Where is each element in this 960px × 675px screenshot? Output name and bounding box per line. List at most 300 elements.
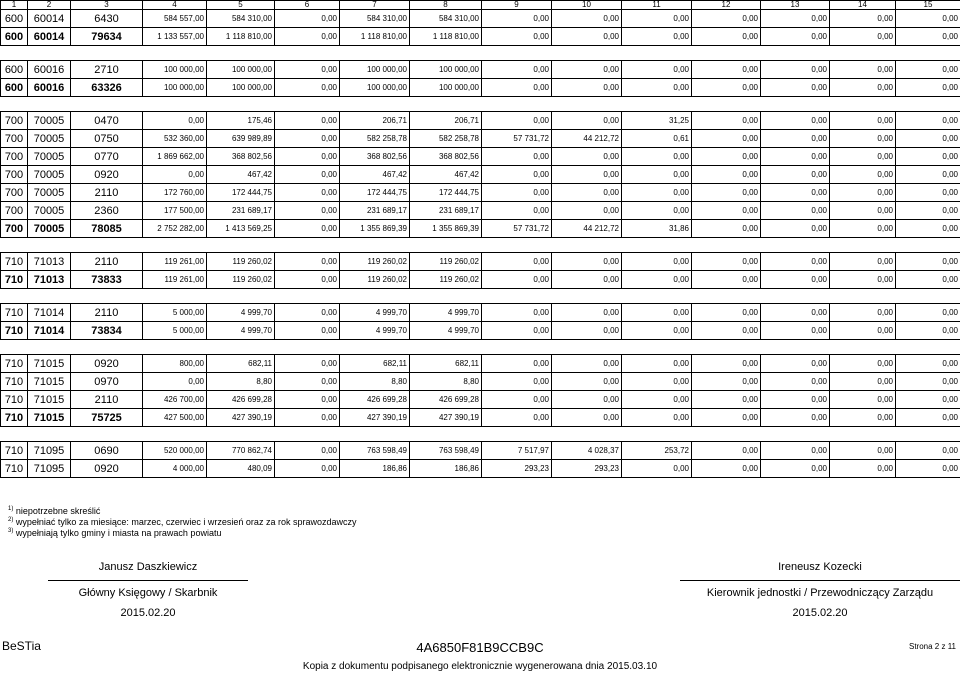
table-cell: 172 760,00 [143, 184, 207, 202]
table-cell: 700 [1, 130, 28, 148]
table-cell: 0,00 [622, 184, 692, 202]
column-number: 11 [622, 1, 692, 10]
column-number: 9 [482, 1, 552, 10]
table-row-total [1, 28, 960, 46]
table-cell: 467,42 [207, 166, 275, 184]
footnote-2: $^{2)}$ wypełniać tylko za miesiące: marzec, czerwiec i wrzesień oraz za rok sprawozdawczy [8, 517, 357, 527]
column-number: 3 [71, 1, 143, 10]
table-cell: 710 [1, 253, 28, 271]
table-cell: 0,00 [830, 442, 896, 460]
table-cell: 0,00 [761, 322, 830, 340]
group-spacer [1, 97, 960, 112]
signature-right-date: 2015.02.20 [792, 607, 848, 619]
table-cell: 682,11 [410, 355, 482, 373]
table-cell: 293,23 [552, 460, 622, 478]
page-number: Strona 2 z 11 [909, 642, 956, 651]
table-cell: 0,00 [552, 304, 622, 322]
table-cell: 700 [1, 220, 28, 238]
table-cell: 0,00 [482, 61, 552, 79]
table-cell: 0,00 [552, 166, 622, 184]
table-cell: 710 [1, 460, 28, 478]
table-cell: 0,00 [275, 355, 340, 373]
table-cell: 0,00 [482, 253, 552, 271]
table-row-total [1, 271, 960, 289]
table-cell: 763 598,49 [410, 442, 482, 460]
table-cell: 710 [1, 391, 28, 409]
table-cell: 770 862,74 [207, 442, 275, 460]
table-cell: 0,00 [896, 28, 960, 46]
signature-right-name: Ireneusz Kozecki [778, 561, 862, 573]
table-cell: 71095 [28, 460, 71, 478]
table-row [1, 184, 960, 202]
table-row [1, 460, 960, 478]
table-cell: 0,00 [622, 79, 692, 97]
table-cell: 0920 [71, 460, 143, 478]
table-cell: 0,00 [761, 112, 830, 130]
table-cell: 0,00 [761, 28, 830, 46]
table-cell: 0,00 [482, 373, 552, 391]
table-row-total [1, 322, 960, 340]
table-cell: 57 731,72 [482, 130, 552, 148]
table-cell: 70005 [28, 184, 71, 202]
table-cell: 0,00 [622, 409, 692, 427]
table-cell: 31,25 [622, 112, 692, 130]
table-cell: 172 444,75 [207, 184, 275, 202]
table-cell: 0,00 [482, 148, 552, 166]
table-cell: 57 731,72 [482, 220, 552, 238]
table-cell: 119 260,02 [340, 253, 410, 271]
table-cell: 0,00 [830, 304, 896, 322]
table-cell: 0,00 [761, 148, 830, 166]
table-cell: 0,00 [692, 442, 761, 460]
table-cell: 0,00 [622, 166, 692, 184]
table-cell: 0,00 [830, 166, 896, 184]
table-cell: 0,00 [692, 61, 761, 79]
table-cell: 0,00 [830, 202, 896, 220]
table-cell: 0,00 [692, 391, 761, 409]
table-cell: 0,00 [761, 202, 830, 220]
table-cell: 0,00 [896, 10, 960, 28]
table-cell: 710 [1, 322, 28, 340]
table-cell: 0,00 [622, 10, 692, 28]
table-cell: 0,00 [692, 28, 761, 46]
table-cell: 0,00 [761, 304, 830, 322]
table-cell: 0,00 [692, 220, 761, 238]
table-cell: 1 118 810,00 [340, 28, 410, 46]
table-cell: 60016 [28, 61, 71, 79]
group-spacer [1, 238, 960, 253]
table-cell: 0,00 [830, 148, 896, 166]
table-cell: 0,00 [692, 166, 761, 184]
table-cell: 1 355 869,39 [410, 220, 482, 238]
table-row [1, 130, 960, 148]
table-cell: 0,00 [482, 184, 552, 202]
table-cell: 0,00 [896, 322, 960, 340]
table-cell: 0,00 [692, 10, 761, 28]
table-row [1, 112, 960, 130]
table-cell: 75725 [71, 409, 143, 427]
table-cell: 368 802,56 [410, 148, 482, 166]
table-cell: 4 000,00 [143, 460, 207, 478]
table-row-total [1, 220, 960, 238]
table-cell: 100 000,00 [207, 61, 275, 79]
table-cell: 426 699,28 [410, 391, 482, 409]
table-row [1, 148, 960, 166]
table-cell: 0920 [71, 355, 143, 373]
table-cell: 0,00 [830, 10, 896, 28]
table-cell: 293,23 [482, 460, 552, 478]
table-cell: 582 258,78 [340, 130, 410, 148]
table-cell: 0,00 [482, 112, 552, 130]
table-cell: 5 000,00 [143, 322, 207, 340]
table-cell: 0,00 [830, 28, 896, 46]
table-row [1, 442, 960, 460]
table-cell: 600 [1, 79, 28, 97]
table-cell: 1 355 869,39 [340, 220, 410, 238]
table-cell: 0,00 [275, 148, 340, 166]
table-cell: 119 260,02 [410, 253, 482, 271]
table-cell: 0,00 [275, 442, 340, 460]
table-cell: 4 999,70 [340, 304, 410, 322]
table-cell: 0,00 [830, 460, 896, 478]
table-cell: 0,00 [692, 271, 761, 289]
table-cell: 31,86 [622, 220, 692, 238]
table-cell: 0,00 [830, 322, 896, 340]
table-cell: 73834 [71, 322, 143, 340]
table-cell: 4 999,70 [207, 304, 275, 322]
table-cell: 44 212,72 [552, 220, 622, 238]
table-cell: 710 [1, 442, 28, 460]
table-cell: 0,00 [830, 271, 896, 289]
table-cell: 44 212,72 [552, 130, 622, 148]
table-cell: 119 260,02 [207, 253, 275, 271]
table-cell: 0,00 [830, 253, 896, 271]
table-cell: 70005 [28, 220, 71, 238]
table-cell: 0,00 [622, 355, 692, 373]
table-cell: 0,00 [552, 61, 622, 79]
table-cell: 0,00 [761, 61, 830, 79]
table-cell: 0,00 [896, 304, 960, 322]
table-cell: 1 133 557,00 [143, 28, 207, 46]
table-cell: 0,00 [692, 409, 761, 427]
table-cell: 0,00 [275, 28, 340, 46]
table-row [1, 391, 960, 409]
table-cell: 0,00 [896, 148, 960, 166]
table-cell: 0,00 [692, 322, 761, 340]
table-cell: 0,00 [830, 220, 896, 238]
table-cell: 2360 [71, 202, 143, 220]
table-cell: 2 752 282,00 [143, 220, 207, 238]
table-cell: 0,00 [896, 442, 960, 460]
table-cell: 0,00 [896, 61, 960, 79]
table-cell: 0,00 [275, 460, 340, 478]
table-cell: 0,00 [761, 391, 830, 409]
table-cell: 71013 [28, 253, 71, 271]
table-cell: 520 000,00 [143, 442, 207, 460]
table-cell: 0,00 [275, 220, 340, 238]
table-cell: 600 [1, 28, 28, 46]
table-cell: 0,00 [275, 304, 340, 322]
table-cell: 100 000,00 [143, 61, 207, 79]
table-cell: 584 310,00 [207, 10, 275, 28]
table-cell: 0,61 [622, 130, 692, 148]
table-row [1, 253, 960, 271]
table-cell: 0750 [71, 130, 143, 148]
table-cell: 0,00 [761, 184, 830, 202]
table-cell: 0,00 [830, 130, 896, 148]
table-cell: 0,00 [552, 79, 622, 97]
column-number: 8 [410, 1, 482, 10]
table-cell: 0,00 [552, 202, 622, 220]
table-cell: 0,00 [552, 253, 622, 271]
table-row [1, 355, 960, 373]
table-cell: 0,00 [275, 166, 340, 184]
table-cell: 700 [1, 184, 28, 202]
column-number: 6 [275, 1, 340, 10]
table-cell: 8,80 [207, 373, 275, 391]
table-cell: 1 413 569,25 [207, 220, 275, 238]
table-cell: 0,00 [761, 460, 830, 478]
table-cell: 0,00 [482, 391, 552, 409]
table-cell: 71013 [28, 271, 71, 289]
group-spacer [1, 340, 960, 355]
table-cell: 60016 [28, 79, 71, 97]
table-cell: 253,72 [622, 442, 692, 460]
column-number: 14 [830, 1, 896, 10]
table-cell: 0,00 [761, 355, 830, 373]
table-cell: 0,00 [622, 271, 692, 289]
table-cell: 710 [1, 304, 28, 322]
table-cell: 0,00 [482, 28, 552, 46]
table-cell: 0,00 [622, 253, 692, 271]
table-cell: 0470 [71, 112, 143, 130]
table-cell: 700 [1, 148, 28, 166]
table-row [1, 166, 960, 184]
table-cell: 2710 [71, 61, 143, 79]
table-cell: 584 557,00 [143, 10, 207, 28]
table-cell: 0,00 [622, 391, 692, 409]
table-cell: 600 [1, 10, 28, 28]
table-cell: 231 689,17 [340, 202, 410, 220]
column-number: 7 [340, 1, 410, 10]
table-cell: 0,00 [143, 373, 207, 391]
table-cell: 2110 [71, 304, 143, 322]
table-cell: 0,00 [482, 355, 552, 373]
table-cell: 1 118 810,00 [207, 28, 275, 46]
table-cell: 0,00 [143, 112, 207, 130]
table-cell: 0,00 [622, 373, 692, 391]
table-cell: 0,00 [830, 61, 896, 79]
table-cell: 0,00 [830, 79, 896, 97]
table-cell: 70005 [28, 130, 71, 148]
table-cell: 0,00 [830, 409, 896, 427]
table-cell: 2110 [71, 184, 143, 202]
table-cell: 186,86 [340, 460, 410, 478]
table-cell: 71014 [28, 322, 71, 340]
table-cell: 71014 [28, 304, 71, 322]
table-cell: 79634 [71, 28, 143, 46]
table-cell: 0,00 [275, 409, 340, 427]
table-cell: 0,00 [761, 10, 830, 28]
table-cell: 0,00 [482, 10, 552, 28]
table-header-row [1, 1, 960, 10]
table-cell: 0,00 [275, 373, 340, 391]
table-cell: 532 360,00 [143, 130, 207, 148]
table-cell: 0,00 [692, 373, 761, 391]
table-cell: 0,00 [622, 322, 692, 340]
table-cell: 0,00 [552, 391, 622, 409]
signature-right-role: Kierownik jednostki / Przewodniczący Zarządu [706, 587, 934, 599]
table-cell: 119 260,02 [207, 271, 275, 289]
column-number: 13 [761, 1, 830, 10]
table-cell: 0,00 [692, 112, 761, 130]
table-cell: 231 689,17 [410, 202, 482, 220]
table-cell: 172 444,75 [340, 184, 410, 202]
table-cell: 6430 [71, 10, 143, 28]
table-cell: 0,00 [275, 271, 340, 289]
table-cell: 0,00 [896, 373, 960, 391]
table-cell: 0,00 [552, 409, 622, 427]
table-cell: 0,00 [482, 202, 552, 220]
table-cell: 0920 [71, 166, 143, 184]
table-cell: 427 390,19 [410, 409, 482, 427]
table-cell: 0,00 [275, 253, 340, 271]
table-cell: 2110 [71, 391, 143, 409]
table-cell: 0,00 [482, 271, 552, 289]
signature-left-name: Janusz Daszkiewicz [98, 561, 198, 573]
table-cell: 710 [1, 355, 28, 373]
table-cell: 427 390,19 [207, 409, 275, 427]
column-number: 5 [207, 1, 275, 10]
table-row-total [1, 409, 960, 427]
table-row-total [1, 79, 960, 97]
table-cell: 600 [1, 61, 28, 79]
table-cell: 0,00 [622, 202, 692, 220]
table-cell: 763 598,49 [340, 442, 410, 460]
table-cell: 0,00 [896, 409, 960, 427]
table-cell: 7 517,97 [482, 442, 552, 460]
table-cell: 100 000,00 [410, 79, 482, 97]
table-cell: 584 310,00 [410, 10, 482, 28]
table-cell: 0,00 [896, 79, 960, 97]
table-cell: 186,86 [410, 460, 482, 478]
group-spacer [1, 289, 960, 304]
table-row [1, 304, 960, 322]
table-cell: 0,00 [761, 442, 830, 460]
column-number: 1 [1, 1, 28, 10]
table-cell: 0,00 [896, 184, 960, 202]
column-number: 15 [896, 1, 960, 10]
table-row [1, 373, 960, 391]
table-cell: 100 000,00 [207, 79, 275, 97]
table-cell: 0,00 [692, 79, 761, 97]
app-name: BeSTia [2, 639, 41, 653]
table-cell: 0,00 [692, 148, 761, 166]
table-cell: 0,00 [761, 130, 830, 148]
table-cell: 710 [1, 409, 28, 427]
table-cell: 0,00 [761, 166, 830, 184]
table-cell: 73833 [71, 271, 143, 289]
table-cell: 480,09 [207, 460, 275, 478]
table-cell: 0,00 [761, 271, 830, 289]
table-cell: 4 999,70 [207, 322, 275, 340]
table-cell: 206,71 [410, 112, 482, 130]
table-cell: 426 699,28 [207, 391, 275, 409]
table-cell: 1 869 662,00 [143, 148, 207, 166]
table-cell: 0,00 [275, 61, 340, 79]
table-cell: 4 028,37 [552, 442, 622, 460]
table-cell: 0770 [71, 148, 143, 166]
table-cell: 175,46 [207, 112, 275, 130]
table-cell: 0,00 [552, 271, 622, 289]
table-cell: 0,00 [482, 304, 552, 322]
table-cell: 582 258,78 [410, 130, 482, 148]
table-cell: 100 000,00 [143, 79, 207, 97]
table-cell: 0,00 [622, 61, 692, 79]
table-cell: 710 [1, 373, 28, 391]
table-cell: 70005 [28, 202, 71, 220]
table-cell: 0,00 [275, 130, 340, 148]
table-cell: 0,00 [552, 355, 622, 373]
table-cell: 231 689,17 [207, 202, 275, 220]
table-cell: 0,00 [482, 409, 552, 427]
table-cell: 71015 [28, 355, 71, 373]
table-cell: 0,00 [275, 79, 340, 97]
table-cell: 71015 [28, 409, 71, 427]
table-cell: 710 [1, 271, 28, 289]
table-cell: 0,00 [482, 322, 552, 340]
table-cell: 4 999,70 [410, 322, 482, 340]
table-cell: 0,00 [761, 373, 830, 391]
table-cell: 2110 [71, 253, 143, 271]
table-cell: 0,00 [761, 79, 830, 97]
signature-right-line [680, 580, 960, 581]
table-cell: 0,00 [761, 409, 830, 427]
table-cell: 0,00 [896, 355, 960, 373]
table-cell: 119 260,02 [410, 271, 482, 289]
table-cell: 0,00 [692, 253, 761, 271]
column-number: 4 [143, 1, 207, 10]
table-row [1, 10, 960, 28]
table-cell: 467,42 [340, 166, 410, 184]
table-cell: 0,00 [896, 112, 960, 130]
table-cell: 700 [1, 166, 28, 184]
table-cell: 0,00 [275, 391, 340, 409]
table-cell: 5 000,00 [143, 304, 207, 322]
table-cell: 584 310,00 [340, 10, 410, 28]
table-cell: 71095 [28, 442, 71, 460]
table-cell: 78085 [71, 220, 143, 238]
table-cell: 0,00 [896, 460, 960, 478]
table-cell: 0,00 [275, 202, 340, 220]
table-cell: 0,00 [896, 166, 960, 184]
table-cell: 206,71 [340, 112, 410, 130]
table-cell: 0,00 [482, 79, 552, 97]
table-cell: 0970 [71, 373, 143, 391]
table-cell: 0,00 [830, 391, 896, 409]
table-cell: 0,00 [761, 220, 830, 238]
table-cell: 0,00 [275, 184, 340, 202]
table-cell: 63326 [71, 79, 143, 97]
table-cell: 0,00 [275, 322, 340, 340]
table-cell: 0,00 [692, 460, 761, 478]
table-cell: 0,00 [761, 253, 830, 271]
table-cell: 0,00 [830, 112, 896, 130]
table-cell: 427 500,00 [143, 409, 207, 427]
table-cell: 800,00 [143, 355, 207, 373]
table-cell: 467,42 [410, 166, 482, 184]
table-cell: 0,00 [896, 271, 960, 289]
